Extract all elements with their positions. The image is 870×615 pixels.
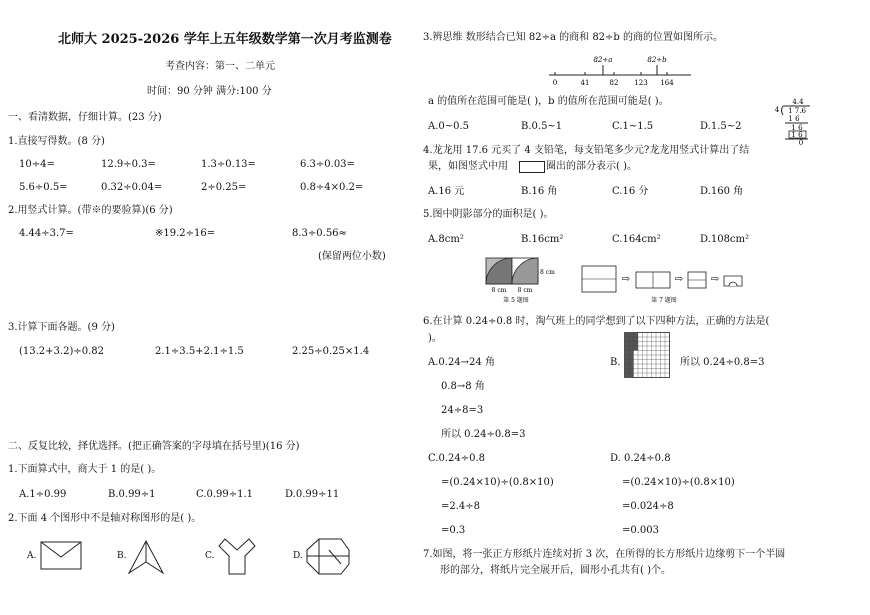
q1-item: 12.9÷0.3= <box>101 159 156 170</box>
q2-title: 2.用竖式计算。(带※的要验算)(6 分) <box>8 205 173 216</box>
q1-item: 5.6÷0.5= <box>19 182 68 193</box>
mc1-option-d: D.0.99÷11 <box>285 489 340 500</box>
mc3-subquestion: a 的值所在范围可能是( )，b 的值所在范围可能是( )。 <box>428 96 669 107</box>
mc4-question-line1: 4.龙龙用 17.6 元买了 4 支铅笔，每支铅笔多少元?龙龙用竖式计算出了结 <box>423 145 750 156</box>
mc4-option-a: A.16 元 <box>428 186 465 197</box>
mc5-option-c: C.164cm² <box>612 234 661 245</box>
mc3-option-d: D.1.5~2 <box>700 121 742 132</box>
mc4-question-line2-pre: 果，如图竖式中用 <box>428 161 508 172</box>
fig5-side-label: 8 cm <box>540 269 555 276</box>
q1-item: 6.3÷0.03= <box>300 159 355 170</box>
fig5-caption: 第 5 题图 <box>503 297 529 304</box>
long-division-row: 1 6 <box>788 115 800 123</box>
number-line-label-b: 82÷b <box>647 56 667 64</box>
mc7-question-line1: 7.如图，将一张正方形纸片连续对折 3 次，在所得的长方形纸片边缘剪下一个半圆 <box>423 549 786 560</box>
mc5-option-b: B.16cm² <box>521 234 564 245</box>
mc6-option-d-line: =0.024÷8 <box>622 501 674 512</box>
long-division-divisor: 4 <box>774 106 780 114</box>
mc6-option-a-line: 24÷8=3 <box>441 405 484 416</box>
q3-title: 3.计算下面各题。(9 分) <box>8 322 115 333</box>
q1-item: 1.3÷0.13= <box>201 159 256 170</box>
number-line-tick: 164 <box>660 79 674 87</box>
mc6-option-c-line: =2.4÷8 <box>441 501 481 512</box>
envelope-shape-figure <box>40 541 82 571</box>
mc6-question-line1: 6.在计算 0.24÷0.8 时，淘气班上的同学想到了以下四种方法，正确的方法是( <box>423 316 770 327</box>
long-division-row: 0 <box>798 139 804 146</box>
long-division-row: 1 6 <box>791 124 803 132</box>
fig7-caption: 第 7 题图 <box>651 297 677 304</box>
exam-scope: 考查内容：第一、二单元 <box>165 61 275 72</box>
mc2-question: 2.下面 4 个图形中不是轴对称图形的是( )。 <box>8 513 202 524</box>
q2-item: 4.44÷3.7= <box>19 228 74 239</box>
q2-item: 8.3÷0.56≈ <box>292 228 347 239</box>
mc3-option-a: A.0~0.5 <box>428 121 470 132</box>
mc4-option-c: C.16 分 <box>612 186 649 197</box>
fig5-bottom-label: 8 cm <box>491 287 507 294</box>
paper-fold-figure <box>580 262 760 306</box>
mc2-option-c: C. <box>205 551 215 561</box>
mc3-option-c: C.1~1.5 <box>612 121 654 132</box>
mc3-option-b: B.0.5~1 <box>521 121 563 132</box>
section-1-heading: 一、看清数据，仔细计算。(23 分) <box>8 112 162 123</box>
mc6-option-d-line: D. 0.24÷0.8 <box>610 453 671 464</box>
mc4-option-b: B.16 角 <box>521 186 558 197</box>
mc6-option-b-label: B. <box>610 357 621 368</box>
exam-title: 北师大 2025-2026 学年上五年级数学第一次月考监测卷 <box>58 32 392 47</box>
triangle-shape-figure <box>127 540 165 574</box>
exam-time-score: 时间：90 分钟 满分:100 分 <box>147 86 272 97</box>
q1-title: 1.直接写得数。(8 分) <box>8 136 105 147</box>
hundred-grid-figure <box>624 332 670 378</box>
number-line-figure <box>545 53 695 91</box>
number-line-tick: 123 <box>634 79 648 87</box>
mc6-option-b-text: 所以 0.24÷0.8=3 <box>680 357 765 368</box>
shaded-area-figure <box>480 254 560 306</box>
mc4-question-line2-post: 圈出的部分表示( )。 <box>546 161 637 172</box>
mc2-option-b: B. <box>117 551 127 561</box>
mc5-option-d: D.108cm² <box>700 234 750 245</box>
section-2-heading: 二、反复比较，择优选择。(把正确答案的字母填在括号里)(16 分) <box>8 441 300 452</box>
arrow-shape-figure <box>217 538 257 576</box>
fold-arrow-icon: ⇨ <box>710 274 720 285</box>
mc5-question: 5.图中阴影部分的面积是( )。 <box>423 209 554 220</box>
mc6-option-c-line: =(0.24×10)÷(0.8×10) <box>441 477 554 488</box>
mc6-question-line2: )。 <box>428 333 442 344</box>
mc2-option-d: D. <box>293 551 303 561</box>
q2-note: (保留两位小数) <box>318 251 386 262</box>
q3-item: 2.1÷3.5+2.1÷1.5 <box>155 346 244 357</box>
q1-item: 10÷4= <box>19 159 55 170</box>
fold-arrow-icon: ⇨ <box>621 274 631 285</box>
mc2-option-a: A. <box>27 551 37 561</box>
long-division-figure <box>772 96 812 146</box>
fig5-bottom-label: 8 cm <box>517 287 533 294</box>
number-line-tick: 41 <box>580 79 590 87</box>
mc4-option-d: D.160 角 <box>700 186 744 197</box>
long-division-dividend: 1 7.6 <box>788 107 806 115</box>
highlight-rectangle-icon <box>519 161 545 173</box>
mc1-option-a: A.1÷0.99 <box>19 489 67 500</box>
q1-item: 0.32÷0.04= <box>101 182 163 193</box>
number-line-tick: 0 <box>552 79 558 87</box>
q1-item: 2÷0.25= <box>201 182 247 193</box>
q2-item: ※19.2÷16= <box>155 228 216 239</box>
q3-item: (13.2+3.2)÷0.82 <box>19 346 104 357</box>
mc1-question: 1.下面算式中，商大于 1 的是( )。 <box>8 464 162 475</box>
mc6-option-a-line: A.0.24→24 角 <box>428 357 495 368</box>
long-division-row: 1 6 <box>791 131 803 139</box>
number-line-tick: 82 <box>609 79 619 87</box>
fold-arrow-icon: ⇨ <box>674 274 684 285</box>
house-shape-figure <box>305 538 351 576</box>
number-line-label-a: 82÷a <box>593 56 613 64</box>
mc1-option-b: B.0.99÷1 <box>108 489 156 500</box>
mc6-option-c-line: =0.3 <box>441 525 466 536</box>
mc6-option-c-line: C.0.24÷0.8 <box>428 453 486 464</box>
mc6-option-a-line: 所以 0.24÷0.8=3 <box>441 429 526 440</box>
mc6-option-a-line: 0.8→8 角 <box>441 381 485 392</box>
mc3-question: 3.辨思维 数形结合已知 82÷a 的商和 82÷b 的商的位置如图所示。 <box>423 32 724 43</box>
mc6-option-d-line: =0.003 <box>622 525 660 536</box>
mc7-question-line2: 形的部分，将纸片完全展开后，圆形小孔共有( )个。 <box>440 565 671 576</box>
mc6-option-d-line: =(0.24×10)÷(0.8×10) <box>622 477 735 488</box>
mc1-option-c: C.0.99÷1.1 <box>196 489 254 500</box>
long-division-quotient: 4.4 <box>792 98 804 106</box>
q1-item: 0.8÷4×0.2= <box>300 182 364 193</box>
q3-item: 2.25÷0.25×1.4 <box>292 346 370 357</box>
mc5-option-a: A.8cm² <box>428 234 464 245</box>
